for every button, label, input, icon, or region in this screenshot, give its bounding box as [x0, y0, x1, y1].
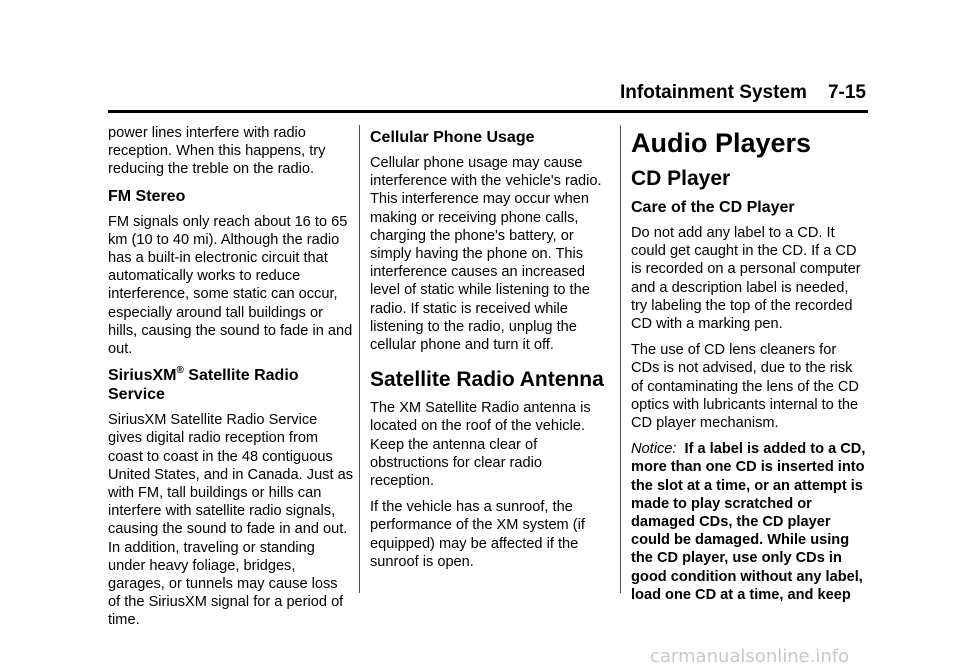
- notice-text: If a label is added to a CD, more than one CD is inserted into the slot at a time, or an attempt is made to play scratched or damaged CDs, the CD player could be damaged. While using the CD player, use only CDs in good condition without any label, load one CD at a time, and keep: [631, 441, 866, 603]
- heading-fm-stereo: FM Stereo: [108, 187, 186, 205]
- paragraph-cellular-phone: Cellular phone usage may cause interference with the vehicle's radio. This interference may occur when making or receiving phone calls, charging the phone's battery, or simply having the phone on. This interference causes an increased level of static while listening to the radio. If static is received while listening to the radio, unplug the cellular phone and turn it off.: [370, 155, 602, 354]
- heading-siriusxm-rest: Satellite Radio Service: [108, 367, 299, 404]
- notice-label: Notice:: [631, 441, 677, 458]
- notice-block: [631, 440, 868, 604]
- page-number: 7-15: [827, 82, 866, 103]
- paragraph-siriusxm: SiriusXM Satellite Radio Service gives digital radio reception from coast to coast in the 48 contiguous United States, and in Canada. Just as with FM, tall buildings or hills can interfere with satellite radio signals, causing the sound to fade in and out. In addition, traveling or standing under heavy foliage, bridges, garages, or tunnels may cause loss of the SiriusXM signal for a period of time.: [108, 412, 354, 629]
- column-1: [108, 124, 353, 638]
- heading-siriusxm: [108, 366, 353, 404]
- watermark: carmanualsonline.info: [650, 646, 850, 667]
- heading-care-cd-player: Care of the CD Player: [631, 199, 795, 216]
- heading-audio-players: Audio Players: [631, 128, 812, 158]
- column-divider-2: [620, 125, 621, 593]
- heading-cd-player: CD Player: [631, 167, 731, 190]
- heading-siriusxm-brand: SiriusXM: [108, 367, 177, 385]
- column-2: [370, 124, 605, 579]
- paragraph-intro: power lines interfere with radio reception. When this happens, try reducing the treble on the radio.: [108, 125, 326, 178]
- paragraph-fm-stereo: FM signals only reach about 16 to 65 km (10 to 40 mi). Although the radio has a built-in electronic circuit that automatically works to reduce interference, some static can occur, especially around tall buildings or hills, causing the sound to fade in and out.: [108, 213, 353, 358]
- registered-mark: ®: [176, 365, 184, 377]
- column-divider-1: [359, 125, 360, 593]
- heading-cellular-phone: Cellular Phone Usage: [370, 129, 535, 146]
- header-rule: [108, 110, 868, 113]
- paragraph-care-2: The use of CD lens cleaners for CDs is not advised, due to the risk of contaminating the lens of the CD optics with lubricants internal to the CD player mechanism.: [631, 342, 859, 432]
- column-3: [631, 124, 868, 612]
- heading-satellite-antenna: Satellite Radio Antenna: [370, 368, 604, 392]
- paragraph-care-1: Do not add any label to a CD. It could get caught in the CD. If a CD is recorded on a personal computer and a description label is needed, try labeling the top of the recorded CD with a marking pen.: [631, 225, 861, 333]
- paragraph-antenna-2: If the vehicle has a sunroof, the performance of the XM system (if equipped) may be affected if the sunroof is open.: [370, 499, 585, 570]
- paragraph-antenna-1: The XM Satellite Radio antenna is located on the roof of the vehicle. Keep the antenna clear of obstructions for clear radio reception.: [370, 400, 591, 490]
- section-title: Infotainment System: [620, 82, 807, 103]
